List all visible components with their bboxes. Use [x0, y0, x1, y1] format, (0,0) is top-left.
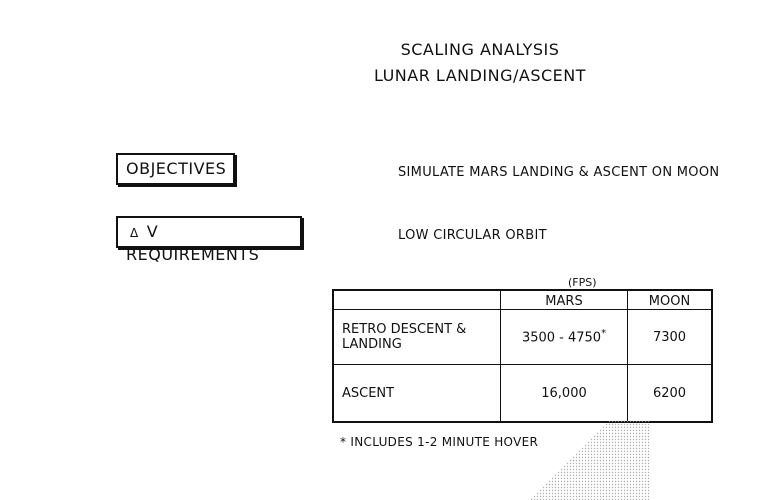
page-subtitle: LUNAR LANDING/ASCENT: [373, 66, 587, 85]
objectives-label: OBJECTIVES: [116, 153, 235, 185]
mars-value: 3500 - 4750: [521, 330, 602, 346]
table-header-mars: MARS: [501, 290, 628, 310]
halftone-shading: [530, 420, 650, 500]
table-row: [333, 310, 712, 365]
table-row-label: [333, 365, 501, 423]
table-header-row: [333, 290, 712, 310]
table-cell-moon: 7300: [628, 310, 713, 365]
delta-v-description: LOW CIRCULAR ORBIT: [398, 228, 547, 243]
delta-v-label-text: V REQUIREMENTS: [126, 222, 260, 264]
table-header-empty: [333, 290, 501, 310]
table-cell-mars: [501, 310, 628, 365]
table-cell-moon: 6200: [628, 365, 713, 423]
table-header-moon: MOON: [628, 290, 713, 310]
footnote-marker: *: [601, 328, 607, 340]
table-cell-mars: 16,000: [501, 365, 628, 423]
table-row-label-line2: LANDING: [342, 337, 402, 352]
table-unit: (FPS): [568, 276, 597, 289]
table-row-label-line1: ASCENT: [342, 385, 395, 401]
page-title: SCALING ANALYSIS: [400, 40, 560, 59]
table-row-label-line1: RETRO DESCENT &: [342, 322, 467, 337]
delta-v-requirements-label: [116, 216, 302, 264]
delta-v-table: [332, 289, 713, 423]
delta-symbol: Δ: [130, 226, 139, 240]
table-row-label: [333, 310, 501, 365]
footnote: * INCLUDES 1-2 MINUTE HOVER: [340, 435, 539, 449]
objectives-description: SIMULATE MARS LANDING & ASCENT ON MOON: [398, 165, 720, 180]
table-row: [333, 365, 712, 423]
